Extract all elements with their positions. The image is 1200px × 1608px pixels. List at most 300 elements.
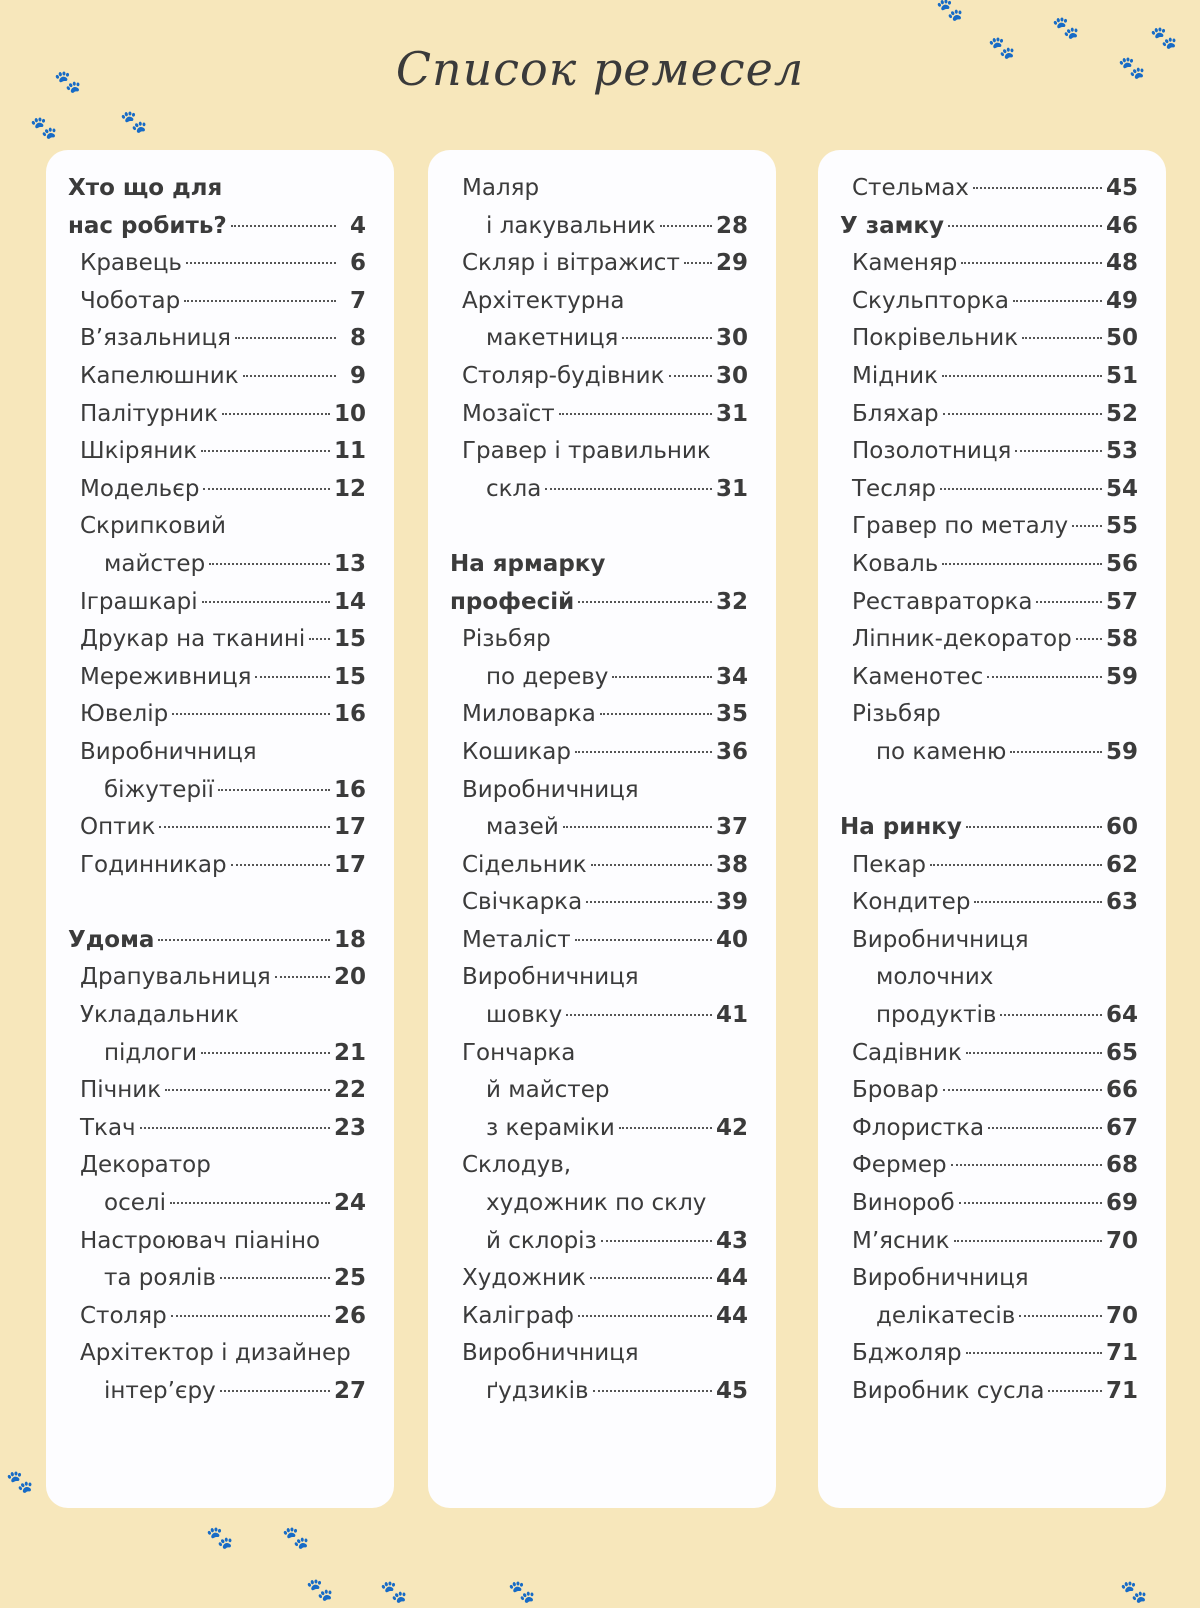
page-number: 17: [333, 851, 366, 878]
page-number: 8: [349, 325, 366, 352]
toc-entry: [840, 1185, 1138, 1223]
dot-leader: [1072, 525, 1102, 527]
page-number: 25: [333, 1265, 366, 1292]
dot-leader: [966, 826, 1102, 828]
page-number: 51: [1105, 362, 1138, 389]
paw-print-icon: 🐾: [508, 1580, 536, 1605]
page-number: 49: [1105, 287, 1138, 314]
dot-leader: [948, 225, 1102, 227]
toc-entry: [68, 1335, 366, 1373]
entry-title: Каменотес: [852, 663, 984, 690]
toc-entry: [840, 1110, 1138, 1148]
page-number: 45: [1105, 175, 1138, 201]
toc-entry: [450, 809, 748, 847]
toc-entry: [840, 734, 1138, 772]
toc-entry: [450, 283, 748, 321]
spacer: [450, 508, 748, 546]
toc-entry: [450, 208, 748, 246]
page-number: 48: [1105, 250, 1138, 277]
paw-print-icon: 🐾: [1052, 16, 1080, 41]
dot-leader: [1036, 601, 1102, 603]
dot-leader: [209, 563, 330, 565]
entry-title: мазей: [486, 814, 559, 841]
entry-title: Скляр і вітражист: [462, 250, 680, 277]
toc-entry: [450, 1335, 748, 1373]
page-number: 46: [1105, 212, 1138, 239]
page-number: 39: [715, 889, 748, 916]
entry-title: Садівник: [852, 1039, 962, 1066]
toc-entry: [68, 1298, 366, 1336]
dot-leader: [202, 601, 330, 603]
section-heading: [68, 170, 366, 208]
dot-leader: [930, 864, 1102, 866]
entry-title: Металіст: [462, 926, 571, 953]
dot-leader: [586, 901, 712, 903]
dot-leader: [170, 1202, 330, 1204]
paw-print-icon: 🐾: [1120, 1580, 1148, 1605]
toc-entry: [840, 283, 1138, 321]
dot-leader: [255, 676, 330, 678]
toc-entry: [450, 1110, 748, 1148]
entry-title: На ринку: [840, 814, 962, 841]
dot-leader: [973, 187, 1102, 189]
entry-title: Бровар: [852, 1077, 939, 1104]
page-number: 34: [715, 663, 748, 690]
page-number: 16: [333, 701, 366, 728]
entry-title: Годинникар: [80, 851, 227, 878]
entry-title: Гончарка: [462, 1039, 576, 1066]
dot-leader: [943, 413, 1102, 415]
dot-leader: [943, 1089, 1102, 1091]
dot-leader: [1076, 638, 1102, 640]
dot-leader: [593, 1390, 712, 1392]
page-number: 12: [333, 475, 366, 502]
toc-entry: [450, 659, 748, 697]
entry-title: інтер’єру: [104, 1378, 216, 1404]
paw-print-icon: 🐾: [282, 1526, 310, 1551]
page-number: 35: [715, 701, 748, 728]
toc-entry: [840, 433, 1138, 471]
page-number: 44: [715, 1265, 748, 1292]
page-number: 59: [1105, 738, 1138, 765]
page-number: 10: [333, 400, 366, 427]
entry-title: макетниця: [486, 325, 619, 352]
entry-title: Бляхар: [852, 400, 939, 427]
page-number: 52: [1105, 400, 1138, 427]
entry-title: Стельмах: [852, 175, 969, 201]
dot-leader: [601, 1240, 712, 1242]
toc-entry: [450, 1373, 748, 1411]
section-heading: [840, 809, 1138, 847]
toc-entry: [450, 621, 748, 659]
entry-title: Коваль: [852, 550, 939, 577]
page-number: 57: [1105, 588, 1138, 615]
page-number: 60: [1105, 814, 1138, 841]
dot-leader: [220, 1390, 330, 1392]
entry-title: по дереву: [486, 663, 609, 690]
entry-title: професій: [450, 588, 575, 615]
dot-leader: [951, 1164, 1102, 1166]
paw-print-icon: 🐾: [30, 116, 58, 141]
page-number: 32: [715, 588, 748, 615]
toc-entry: [450, 772, 748, 810]
toc-entry: [840, 471, 1138, 509]
entry-title: Каменяр: [852, 250, 958, 277]
page-number: 63: [1105, 889, 1138, 916]
dot-leader: [961, 262, 1102, 264]
entry-title: Модельєр: [80, 475, 200, 502]
toc-column-2: [428, 150, 776, 1508]
dot-leader: [575, 751, 712, 753]
page-number: 56: [1105, 550, 1138, 577]
toc-entry: [840, 508, 1138, 546]
toc-entry: [450, 997, 748, 1035]
entry-title: Укладальник: [80, 1002, 239, 1029]
page-number: 54: [1105, 475, 1138, 502]
entry-title: Виробничниця: [852, 926, 1029, 953]
toc-entry: [450, 245, 748, 283]
entry-title: У замку: [840, 212, 945, 239]
toc-entry: [840, 884, 1138, 922]
entry-title: Настроювач піаніно: [80, 1227, 321, 1254]
toc-entry: [450, 1072, 748, 1110]
dot-leader: [966, 1352, 1102, 1354]
toc-entry: [68, 1373, 366, 1411]
page-number: 26: [333, 1302, 366, 1329]
entry-title: В’язальниця: [80, 325, 231, 352]
toc-entry: [840, 358, 1138, 396]
entry-title: Кошикар: [462, 738, 571, 765]
page-number: 17: [333, 814, 366, 841]
entry-title: Виробничниця: [462, 776, 639, 803]
toc-entry: [68, 320, 366, 358]
paw-print-icon: 🐾: [6, 1470, 34, 1495]
page-number: 53: [1105, 438, 1138, 465]
dot-leader: [669, 375, 712, 377]
dot-leader: [559, 413, 712, 415]
dot-leader: [309, 638, 330, 640]
toc-entry: [840, 1035, 1138, 1073]
toc-entry: [450, 847, 748, 885]
entry-title: Реставраторка: [852, 588, 1033, 615]
dot-leader: [612, 676, 712, 678]
paw-print-icon: 🐾: [1118, 56, 1146, 81]
page-number: 65: [1105, 1039, 1138, 1066]
entry-title: Удома: [68, 926, 155, 953]
entry-title: Виробничниця: [852, 1265, 1029, 1292]
toc-entry: [840, 959, 1138, 997]
toc-entry: [68, 1260, 366, 1298]
toc-entry: [840, 1373, 1138, 1411]
paw-print-icon: 🐾: [206, 1526, 234, 1551]
entry-title: продуктів: [876, 1002, 997, 1029]
page-title: Список ремесел: [395, 42, 805, 96]
toc-column-3: [818, 150, 1166, 1508]
dot-leader: [590, 1277, 712, 1279]
toc-entry: [450, 922, 748, 960]
toc-entry: [840, 1072, 1138, 1110]
dot-leader: [1019, 1315, 1102, 1317]
dot-leader: [1015, 450, 1102, 452]
dot-leader: [231, 225, 336, 227]
paw-print-icon: 🐾: [306, 1578, 334, 1603]
page-number: 15: [333, 663, 366, 690]
dot-leader: [942, 375, 1102, 377]
dot-leader: [184, 300, 336, 302]
page-number: 55: [1105, 513, 1138, 540]
entry-title: Чоботар: [80, 287, 181, 314]
entry-title: та роялів: [104, 1265, 216, 1292]
page-number: 31: [715, 400, 748, 427]
page-number: 71: [1105, 1340, 1138, 1367]
entry-title: Ювелір: [80, 701, 169, 728]
entry-title: Мідник: [852, 362, 939, 389]
section-heading: [68, 922, 366, 960]
toc-entry: [840, 997, 1138, 1035]
dot-leader: [172, 713, 330, 715]
entry-title: оселі: [104, 1190, 166, 1217]
page-number: 41: [715, 1002, 748, 1029]
page-number: 38: [715, 851, 748, 878]
entry-title: Ткач: [80, 1114, 136, 1141]
entry-title: Фермер: [852, 1152, 947, 1179]
toc-entry: [450, 734, 748, 772]
toc-entry: [840, 546, 1138, 584]
page-number: 45: [715, 1378, 748, 1404]
toc-entry: [840, 847, 1138, 885]
entry-title: Драпувальниця: [80, 964, 271, 991]
entry-title: Свічкарка: [462, 889, 583, 916]
entry-title: скла: [486, 475, 542, 502]
dot-leader: [566, 1014, 712, 1016]
section-heading: [68, 208, 366, 246]
entry-title: Оптик: [80, 814, 156, 841]
page-number: 70: [1105, 1227, 1138, 1254]
toc-entry: [840, 1147, 1138, 1185]
toc-entry: [68, 809, 366, 847]
page-number: 28: [715, 212, 748, 239]
page-number: 20: [333, 964, 366, 991]
page-number: 24: [333, 1190, 366, 1217]
page-number: 4: [349, 212, 366, 239]
dot-leader: [988, 1127, 1102, 1129]
toc-entry: [450, 1035, 748, 1073]
dot-leader: [954, 1240, 1102, 1242]
entry-title: делікатесів: [876, 1302, 1016, 1329]
page-number: 44: [715, 1302, 748, 1329]
toc-entry: [450, 471, 748, 509]
entry-title: Кондитер: [852, 889, 971, 916]
toc-entry: [840, 659, 1138, 697]
toc-entry: [450, 358, 748, 396]
toc-entry: [68, 847, 366, 885]
entry-title: Друкар на тканині: [80, 626, 306, 653]
dot-leader: [243, 375, 336, 377]
spacer: [840, 772, 1138, 810]
entry-title: Скрипковий: [80, 513, 226, 540]
toc-entry: [450, 1298, 748, 1336]
toc-entry: [68, 772, 366, 810]
toc-column-1: [46, 150, 394, 1508]
entry-title: Гравер по металу: [852, 513, 1069, 540]
dot-leader: [186, 262, 336, 264]
page-number: 70: [1105, 1302, 1138, 1329]
paw-print-icon: 🐾: [988, 36, 1016, 61]
entry-title: Кравець: [80, 250, 182, 277]
toc-entry: [68, 283, 366, 321]
entry-title: Каліграф: [462, 1302, 574, 1329]
page-number: 7: [349, 287, 366, 314]
dot-leader: [575, 939, 712, 941]
dot-leader: [959, 1202, 1102, 1204]
entry-title: Архітектор і дизайнер: [80, 1340, 351, 1367]
entry-title: і лакувальник: [486, 212, 656, 239]
paw-print-icon: 🐾: [380, 1580, 408, 1605]
dot-leader: [140, 1127, 330, 1129]
entry-title: Різьбяр: [852, 701, 941, 728]
entry-title: Бджоляр: [852, 1340, 962, 1367]
toc-entry: [450, 959, 748, 997]
entry-title: нас робить?: [68, 212, 227, 239]
toc-entry: [68, 1110, 366, 1148]
page-number: 27: [333, 1378, 366, 1404]
entry-title: Декоратор: [80, 1152, 211, 1179]
page-number: 22: [333, 1077, 366, 1104]
entry-title: Пічник: [80, 1077, 162, 1104]
toc-entry: [68, 659, 366, 697]
section-heading: [450, 546, 748, 584]
entry-title: Мереживниця: [80, 663, 252, 690]
section-heading: [450, 584, 748, 622]
page-number: 43: [715, 1227, 748, 1254]
entry-title: Різьбяр: [462, 626, 551, 653]
dot-leader: [1022, 337, 1102, 339]
toc-entry: [840, 621, 1138, 659]
toc-entry: [68, 959, 366, 997]
page-number: 42: [715, 1114, 748, 1141]
section-heading: [840, 208, 1138, 246]
page-number: 40: [715, 926, 748, 953]
page-number: 64: [1105, 1002, 1138, 1029]
entry-title: майстер: [104, 550, 206, 577]
toc-entry: [68, 396, 366, 434]
toc-entry: [68, 1185, 366, 1223]
dot-leader: [545, 488, 712, 490]
toc-entry: [68, 1035, 366, 1073]
entry-title: по каменю: [876, 738, 1007, 765]
toc-entry: [450, 1147, 748, 1185]
toc-entry: [840, 1223, 1138, 1261]
toc-entry: [68, 734, 366, 772]
dot-leader: [563, 826, 712, 828]
entry-title: Миловарка: [462, 701, 596, 728]
entry-title: ґудзиків: [486, 1378, 589, 1404]
paw-print-icon: 🐾: [120, 110, 148, 135]
toc-entry: [68, 1223, 366, 1261]
dot-leader: [987, 676, 1102, 678]
toc-entry: [68, 358, 366, 396]
dot-leader: [203, 488, 330, 490]
paw-print-icon: 🐾: [1150, 26, 1178, 51]
page-number: 21: [333, 1039, 366, 1066]
entry-title: Мозаїст: [462, 400, 555, 427]
dot-leader: [218, 789, 330, 791]
toc-entry: [68, 696, 366, 734]
entry-title: Виробничниця: [80, 738, 257, 765]
page-number: 15: [333, 626, 366, 653]
entry-title: шовку: [486, 1002, 563, 1029]
toc-entry: [68, 546, 366, 584]
entry-title: Маляр: [462, 175, 540, 201]
entry-title: Виробничниця: [462, 964, 639, 991]
page-number: 16: [333, 776, 366, 803]
dot-leader: [1010, 751, 1102, 753]
entry-title: Столяр-будівник: [462, 362, 665, 389]
toc-entry: [450, 320, 748, 358]
entry-title: Столяр: [80, 1302, 167, 1329]
entry-title: Тесляр: [852, 475, 936, 502]
page-number: 14: [333, 588, 366, 615]
page-number: 30: [715, 325, 748, 352]
dot-leader: [201, 1052, 330, 1054]
toc-entry: [840, 320, 1138, 358]
entry-title: Капелюшник: [80, 362, 239, 389]
page-number: 67: [1105, 1114, 1138, 1141]
toc-entry: [68, 621, 366, 659]
entry-title: Гравер і травильник: [462, 438, 711, 465]
entry-title: Скульпторка: [852, 287, 1009, 314]
dot-leader: [158, 939, 330, 941]
entry-title: й склоріз: [486, 1227, 597, 1254]
entry-title: й майстер: [486, 1077, 610, 1104]
toc-entry: [450, 433, 748, 471]
dot-leader: [231, 864, 330, 866]
page-number: 62: [1105, 851, 1138, 878]
page-number: 18: [333, 926, 366, 953]
toc-entry: [68, 997, 366, 1035]
page-number: 9: [349, 362, 366, 389]
dot-leader: [619, 1127, 712, 1129]
dot-leader: [159, 826, 330, 828]
toc-entry: [840, 245, 1138, 283]
entry-title: На ярмарку: [450, 550, 606, 577]
entry-title: Художник: [462, 1265, 586, 1292]
page-number: 13: [333, 550, 366, 577]
dot-leader: [684, 262, 712, 264]
toc-entry: [450, 1260, 748, 1298]
toc-entry: [68, 1072, 366, 1110]
toc-entry: [450, 1185, 748, 1223]
entry-title: Ліпник-декоратор: [852, 626, 1072, 653]
entry-title: Іграшкарі: [80, 588, 198, 615]
toc-entry: [840, 696, 1138, 734]
page-number: 50: [1105, 325, 1138, 352]
dot-leader: [622, 337, 712, 339]
page-number: 6: [349, 250, 366, 277]
page-number: 30: [715, 362, 748, 389]
entry-title: Флористка: [852, 1114, 985, 1141]
entry-title: Шкіряник: [80, 438, 198, 465]
dot-leader: [1000, 1014, 1102, 1016]
page-number: 58: [1105, 626, 1138, 653]
dot-leader: [222, 413, 330, 415]
entry-title: Покрівельник: [852, 325, 1019, 352]
entry-title: Хто що для: [68, 175, 223, 201]
page-number: 11: [333, 438, 366, 465]
page-number: 71: [1105, 1378, 1138, 1404]
dot-leader: [600, 713, 712, 715]
page-number: 66: [1105, 1077, 1138, 1104]
